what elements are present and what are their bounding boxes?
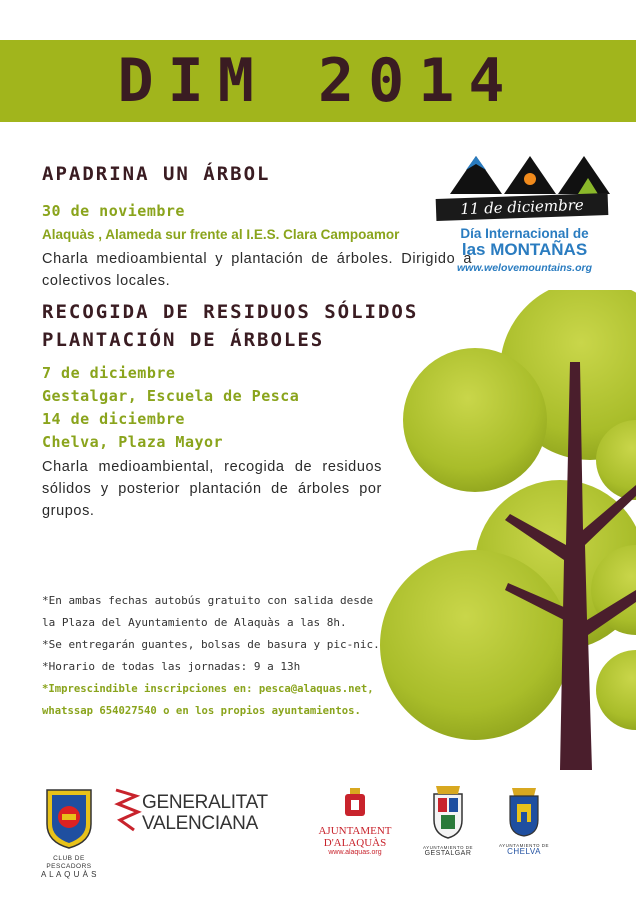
note-bus-line1: *En ambas fechas autobús gratuito con salida desde — [42, 594, 374, 607]
gv-line1: GENERALITAT — [142, 792, 268, 813]
event1-place: Alaquàs , Alameda sur frente al I.E.S. Clara Campoamor — [42, 227, 400, 242]
event2-place1: Gestalgar, Escuela de Pesca — [42, 387, 300, 405]
club-caption-1: CLUB DE PESCADORS — [46, 855, 92, 870]
logo-line-2: las MONTAÑAS — [461, 240, 588, 259]
fishing-club-shield-icon — [43, 784, 95, 850]
alaquas-crest-icon — [342, 788, 368, 820]
event1-title: APADRINA UN ÁRBOL — [42, 163, 271, 185]
gestalgar-name: GESTALGAR — [424, 850, 472, 857]
gestalgar-small: AYUNTAMIENTO DE — [422, 845, 473, 850]
note-schedule: *Horario de todas las jornadas: 9 a 13h — [42, 660, 301, 673]
chelva-name: CHELVA — [507, 847, 541, 856]
date-ribbon: 11 de diciembre — [436, 193, 609, 221]
notes-section — [42, 590, 402, 722]
event2-date1: 7 de diciembre — [42, 364, 176, 382]
event1-date: 30 de noviembre — [42, 202, 185, 220]
gestalgar-logo — [418, 784, 478, 858]
event2-place2: Chelva, Plaza Mayor — [42, 433, 224, 451]
event1-description: Charla medioambiental y plantación de árboles. Dirigido a colectivos locales. — [42, 251, 472, 289]
ajuntament-alaquas-logo — [312, 788, 398, 856]
logo-url: www.welovemountains.org — [457, 262, 592, 274]
event2-date2: 14 de diciembre — [42, 410, 185, 428]
note-bus-line2: la Plaza del Ayuntamiento de Alaquàs a las 8h. — [42, 616, 347, 629]
event2-title-line2: PLANTACIÓN DE ÁRBOLES — [42, 329, 325, 351]
chelva-crest-icon — [506, 786, 542, 838]
note-registration-line1: *Imprescindible inscripciones en: pesca@alaquas.net, — [42, 683, 374, 695]
chelva-logo — [494, 786, 554, 856]
content-column — [42, 160, 472, 528]
gestalgar-crest-icon — [428, 784, 468, 840]
gv-line2: VALENCIANA — [142, 813, 258, 834]
sponsor-logos — [0, 770, 636, 900]
alaquas-line1: AJUNTAMENT — [318, 825, 392, 837]
title-banner — [0, 40, 636, 122]
event2-title-line1: RECOGIDA DE RESIDUOS SÓLIDOS — [42, 301, 419, 323]
chelva-small: AYUNTAMIENTO DE — [498, 843, 549, 848]
note-registration-line2: whatssap 654027540 o en los propios ayuntamientos. — [42, 705, 361, 717]
main-title: DIM 2014 — [117, 46, 519, 116]
club-pescadores-logo — [34, 784, 104, 879]
generalitat-logo — [142, 792, 268, 834]
logo-line-1: Día Internacional de — [460, 226, 589, 241]
event2-description: Charla medioambiental, recogida de residuos sólidos y posterior plantación de árboles por grupos. — [42, 459, 382, 519]
note-supplies: *Se entregarán guantes, bolsas de basura y pic-nic. — [42, 638, 380, 651]
generalitat-emblem-icon — [112, 786, 142, 838]
alaquas-line2: D'ALAQUÀS — [323, 837, 387, 849]
club-caption-2: A L A Q U À S — [40, 870, 97, 879]
alaquas-url: www.alaquas.org — [328, 849, 382, 856]
